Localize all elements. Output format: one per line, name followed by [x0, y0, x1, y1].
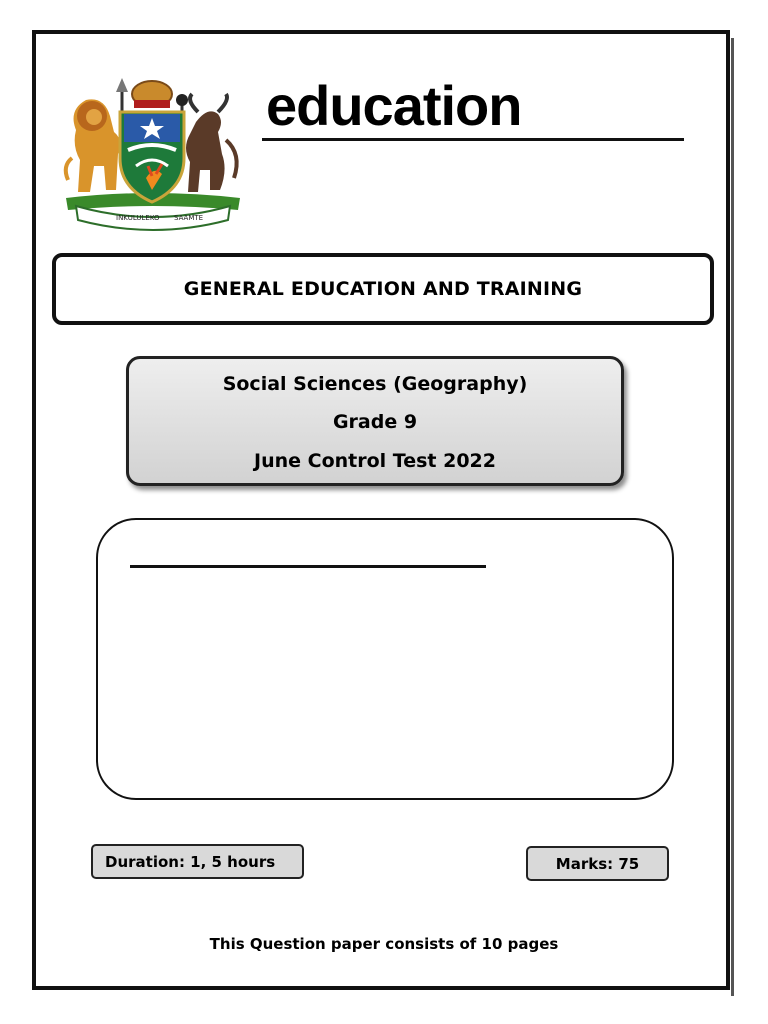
- marks-badge: Marks: 75: [526, 846, 669, 881]
- page-count-note: This Question paper consists of 10 pages: [209, 935, 559, 953]
- learner-name-line: [130, 565, 486, 568]
- subject-box: [126, 356, 624, 486]
- phase-banner: [52, 253, 714, 325]
- test-title: June Control Test 2022: [254, 450, 496, 472]
- coat-of-arms-logo: [58, 70, 248, 238]
- grade-label: Grade 9: [332, 411, 418, 433]
- svg-text:SAAMTE: SAAMTE: [174, 214, 204, 222]
- title-underline: [262, 138, 684, 141]
- department-title: education: [266, 74, 522, 137]
- subject-name: Social Sciences (Geography): [222, 373, 528, 395]
- phase-banner-text: GENERAL EDUCATION AND TRAINING: [183, 278, 583, 300]
- duration-badge: Duration: 1, 5 hours: [91, 844, 304, 879]
- svg-text:INKULULEKO: INKULULEKO: [116, 214, 160, 222]
- learner-details-box: [96, 518, 674, 800]
